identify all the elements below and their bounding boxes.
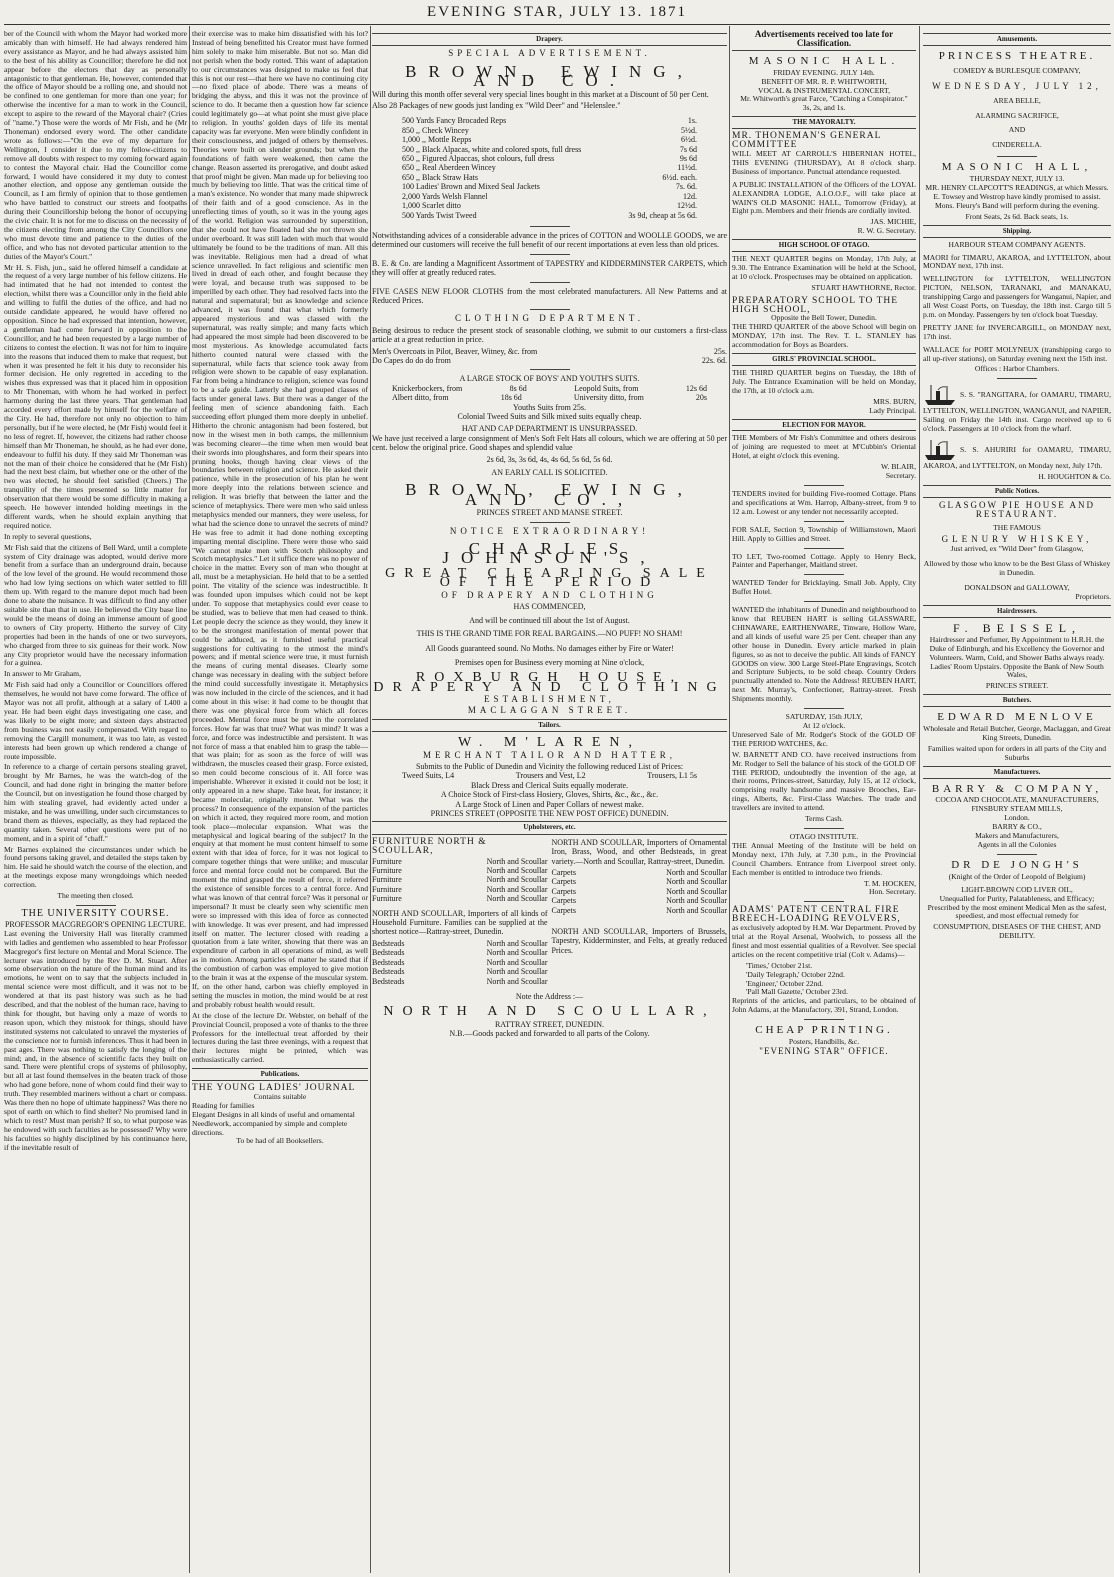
signature: Secretary. (885, 471, 916, 481)
ad-text: WANTED Tender for Bricklaying. Small Job. Apply, City Buffet Hotel. (732, 578, 916, 597)
divider (530, 309, 570, 310)
column-rule (919, 26, 920, 1573)
ad-text: Posters, Handbills, &c. (788, 1037, 860, 1047)
ad-title: GREAT CLEARING SALE OF THE PERIOD (385, 565, 714, 591)
section-header: ELECTION FOR MAYOR. (732, 419, 916, 432)
ad-heading: HARBOUR STEAM COMPANY AGENTS. (948, 239, 1086, 249)
ad-text: Notwithstanding advices of a considerable advance in the prices of COTTON and WOOLLE GOODS, we are determined our customers will receive the full benefit of our recent importations at even less than old prices. (372, 230, 727, 250)
ad-title: THE YOUNG LADIES' JOURNAL (192, 1083, 356, 1094)
ad-text: All Goods guaranteed sound. No Moths. No damages either by Fire or Water! (425, 644, 674, 654)
ad-text: Colonial Tweed Suits and Silk mixed suits equally cheap. (457, 412, 642, 421)
ad-heading: PRINCES STREET. (985, 681, 1049, 691)
ad-address: RATTRAY STREET, DUNEDIN. (494, 1019, 605, 1029)
column-rule (729, 26, 730, 1573)
ad-heading: DONALDSON and GALLOWAY, (964, 583, 1070, 593)
ad-text: 2s 6d, 3s, 3s 6d, 4s, 4s 6d, 5s 6d, 5s 6d. (486, 454, 613, 464)
ad-title: F. BEISSEL, (952, 620, 1082, 635)
divider (804, 1019, 844, 1020)
ad-text: B. E. & Co. are landing a Magnificent Assortment of TAPESTRY and KIDDERMINSTER CARPETS, which they will offer at greatly reduced rates. (372, 258, 727, 278)
signature: T. M. HOCKEN, (864, 878, 916, 888)
ad-title-roxburgh: ROXBURGH HOUSE, DRAPERY AND CLOTHING (373, 670, 726, 695)
ad-text: FINSBURY STEAM MILLS, (971, 804, 1063, 814)
ad-text (923, 383, 1111, 434)
column-4 (732, 30, 916, 1575)
ad-text: WANTED the inhabitants of Dunedin and neighbourhood to know that REUBEN HART is selling GLASSWARE, CHINAWARE, EARTHENWARE, Tinware, Hollow Ware, and all kinds of useful ware 25 per Cent. cheaper than any other house in Dunedin. Every article marked in plain figures, so as not to deceive the public. All kinds of FANCY GOODS on view. 300 Large Steel-Plate Engravings, Scotch and Scripture Subjects, to be sold cheap. Country Orders punctually attended to. Note the Address! REUBEN HART, next Mr. Murray's, Confectioner, Rattray-street. Fresh Shipments monthly. (732, 605, 916, 704)
column-1 (4, 30, 187, 1575)
ad-text: Allowed by those who know to be the Best Glass of Whiskey in Dunedin. (923, 559, 1111, 578)
price-row: 500 Yards Twist Tweed 3s 9d, cheap at 5s 6d. (402, 210, 697, 220)
signature: W. BLAIR, (881, 462, 916, 472)
paragraph: Mr Barnes explained the circumstances under which he found persons taking gravel, and detailed the steps taken by him. He said he should watch the course of the election, and at the meetings expose many wrongdoings which needed correction. (4, 844, 187, 890)
ad-address: MACLAGGAN STREET. (467, 705, 632, 716)
section-header: GIRLS' PROVINCIAL SCHOOL. (732, 353, 916, 366)
ad-text: 3s, 2s, and 1s. (802, 103, 846, 113)
column-rule (370, 26, 371, 1573)
ad-heading: A LARGE STOCK OF BOYS' AND YOUTH'S SUITS. (459, 374, 640, 384)
ad-text: To be had of all Booksellers. (236, 1136, 324, 1146)
ad-title: MASONIC HALL. (748, 54, 900, 67)
column-2 (192, 30, 368, 1575)
ad-heading: SPECIAL ADVERTISEMENT. (448, 48, 651, 59)
ad-row: Furniture North and Scoullar (372, 875, 548, 885)
ad-text: THE THIRD QUARTER begins on Tuesday, the 18th of July. The Entrance Examination will be held on Monday, the 17th, at 10 o'clock a.m. (732, 368, 916, 395)
price-row: Tweed Suits, L4 Trousers and Vest, L2 Trousers, L1 5s (402, 771, 697, 781)
ad-address: PRINCES STREET AND MANSE STREET. (476, 508, 623, 518)
ad-text: WELLINGTON for LYTTELTON, WELLINGTON PICTON, NELSON, TARANAKI, and MANAKAU, transhipping Cargo and passengers for Wanganui, Napier, and all West Coast Ports, on Tuesday, the 18th inst. Cargo till 5 p.m. on Monday. Passengers by ten o'clock boat Tuesday. (923, 274, 1111, 319)
column-3 (372, 30, 727, 1575)
ad-text: Black Dress and Clerical Suits equally moderate. (470, 780, 629, 790)
ad-block (372, 838, 548, 986)
ad-text: TENDERS invited for building Five-roomed Cottage. Plans and specifications at Wm. Harrop, Albany-street, from 9 to 12 a.m. Lowest or any tender not necessarily accepted. (732, 488, 916, 516)
ad-title-north-scoullar: NORTH AND SCOULLAR, (383, 1004, 716, 1020)
ad-text: Makers and Manufacturers, (975, 831, 1059, 841)
ad-text: Offices : Harbor Chambers. (974, 364, 1060, 374)
ad-title: GLASGOW PIE HOUSE AND RESTAURANT. (938, 499, 1096, 519)
ad-text: 'Pall Mall Gazette,' October 23rd. (746, 987, 848, 997)
ad-row: Carpets North and Scoullar (551, 896, 727, 906)
ad-text: Reprints of the articles, and particulars, to be obtained of John Adams, at the Manufactory, 391, Strand, London. (732, 996, 916, 1015)
ad-heading: NOTICE EXTRAORDINARY! (449, 525, 650, 536)
ad-text: CINDERELLA. (992, 140, 1042, 150)
divider (530, 282, 570, 283)
ad-text: Unequalled for Purity, Palatableness, and Efficacy; Prescribed by the most eminent Medical Men as the safest, speediest, and most effectual remedy for (927, 893, 1107, 921)
section-header-manufacturers: Manufacturers. (923, 766, 1111, 779)
ad-row: Bedsteads North and Scoullar (372, 948, 548, 958)
section-header-butchers: Butchers. (923, 694, 1111, 707)
signature: R. W. G. Secretary. (857, 226, 916, 236)
divider (530, 522, 570, 523)
ad-title: EDWARD MENLOVE (937, 711, 1097, 724)
ad-text: 'Daily Telegraph,' October 22nd. (746, 969, 845, 979)
ad-text: Unreserved Sale of Mr. Rodger's Stock of the GOLD OF THE PERIOD WATCHES, &c. (732, 729, 916, 748)
section-header-amusements: Amusements. (923, 33, 1111, 46)
ad-text: Also 28 Packages of new goods just landing ex "Wild Deer" and "Helenslee." (372, 101, 621, 111)
divider (804, 485, 844, 486)
ad-text: Wholesale and Retail Butcher, George, Maclaggan, and Great King Streets, Dunedin. (923, 724, 1111, 742)
steamship-icon (923, 438, 957, 462)
ad-text: THIS IS THE GRAND TIME FOR REAL BARGAINS.—NO PUFF! NO SHAM! (416, 628, 683, 638)
ad-title-brown-ewing: BROWN, EWING, AND CO., (405, 480, 694, 509)
price-row: 650 ,, Figured Alpaccas, shot colours, full dress 9s 6d (402, 154, 697, 164)
ad-title: BARRY & COMPANY, (931, 782, 1103, 795)
paragraph: In reply to several questions, (4, 531, 92, 541)
ad-text: 'Times,' October 21st. (746, 960, 813, 970)
section-header-late-ads: Advertisements received too late for Classification. (732, 30, 916, 51)
divider (804, 574, 844, 575)
paragraph: ber of the Council with whom the Mayor had worked more amicably than with himself. He had always rendered him every assistance as Mayor, and he had always assisted him to the best of his ability as Councillor; therefore he did not appear before the electors that day as personally antagonistic to that gentleman. He, however, contended that the office of Mayor should be a rolling one, and should not be confined to one gentleman for more than one year; for otherwise the incentive for a man to work in the Council, except to aspire to the reward of the Mayoral chair? (Cries of "name.") Those were the words of Mr Fish, and he (Mr Thoneman) endorsed every word. The other candidate wrote as follows:—"On the eve of my departure for Wellington, I consider it due to my fellow-citizens to remove all doubts with respect to my coming forward again to contest the Mayoral chair. Had the Councillor come forward, I would have considered it my duty to contest another election, and oppose any gentleman outside the Council, as I am firmly of opinion that to those gentlemen who have battled to construct our streets and footpaths during their Councillorship belong the honor of occupying the civic chair. It is not for me to discuss on the necessity of the citizens electing from among the City Councillors one who must devote time and patience to the duties of the office, and who has not devoted particular attention to the duties of the Mayor's Court." (4, 30, 187, 261)
ad-text: as exclusively adopted by H.M. War Department. Proved by trial at the Royal Arsenal, Woolwich, to possess all the finest and most essential qualities of a Revolver. See special articles on the recent competitive trial (Colt v. Adams)— (732, 923, 916, 959)
ad-text: HAS COMMENCED, (513, 602, 586, 612)
ad-text: COCOA AND CHOCOLATE, MANUFACTURERS, (935, 795, 1099, 805)
ad-heading: HAT AND CAP DEPARTMENT IS UNSURPASSED. (461, 424, 638, 434)
section-header-tailors: Tailors. (372, 719, 727, 732)
ad-heading: LIGHT-BROWN COD LIVER OIL, (961, 884, 1073, 894)
ad-text: N.B.—Goods packed and forwarded to all parts of the Colony. (449, 1029, 650, 1039)
price-row: 650 ,, Black Straw Hats 6½d. each. (402, 172, 697, 182)
price-row: 1,000 ,, Mottle Repps 6½d. (402, 135, 697, 145)
divider (530, 254, 570, 255)
ad-text: AREA BELLE, (993, 95, 1041, 105)
price-row: Knickerbockers, from 8s 6d Leopold Suits, from 12s 6d (392, 383, 707, 393)
divider (997, 854, 1037, 855)
ad-row: Furniture North and Scoullar (372, 866, 548, 876)
ad-text: Front Seats, 2s 6d. Back seats, 1s. (965, 211, 1069, 221)
ad-text: S. S. "RANGITARA, for OAMARU, TIMARU, LYTTELTON, WELLINGTON, WANGANUI, and NAPIER, Sailing on Friday the 14th inst. Cargo received up to 6 o'clock. Passengers at 10 o'clock from the wharf. (923, 390, 1111, 434)
price-row: 100 Ladies' Brown and Mixed Seal Jackets 7s. 6d. (402, 182, 697, 192)
signature: MRS. BURN, (873, 396, 916, 406)
signature: Lady Principal. (869, 405, 916, 415)
section-header: HIGH SCHOOL OF OTAGO. (732, 239, 916, 252)
section-header-shipping: Shipping. (923, 225, 1111, 238)
paragraph: In reference to a charge of certain persons stealing gravel, brought by Mr Barnes, he was the watch-dog of the Council, and had done right in bringing the matter before the Council, but on investigation he found those charged by him with stealing gravel, had evidently acted under a mistake, and he was unwilling, under such circumstances to brand them as thieves, especially, as they had replaced the quantity taken. Several other questions were put of no moment, and in a spirit of "chaff." (4, 762, 187, 843)
ad-text: THE Annual Meeting of the Institute will be held on Monday next, 17th July, at 7.30 p.m., in the Provincial Council Chambers. Entrance from Liverpool street only. Each member is entitled to introduce two friends. (732, 840, 916, 877)
steamship-icon (923, 383, 957, 407)
ad-text: Elegant Designs in all kinds of useful and ornamental Needlework, accompanied by simple and complete directions. (192, 1109, 355, 1137)
masthead: EVENING STAR, JULY 13. 1871 (427, 4, 687, 20)
ad-heading: CONSUMPTION, DISEASES OF THE CHEST, AND DEBILITY. (933, 922, 1101, 941)
ad-row: Bedsteads North and Scoullar (372, 957, 548, 967)
ad-text: FIVE CASES NEW FLOOR CLOTHS from the most celebrated manufacturers. All New Patterns and at Reduced Prices. (372, 286, 727, 305)
ad-title: PRINCESS THEATRE. (938, 49, 1096, 62)
ad-row: Carpets North and Scoullar (551, 905, 727, 915)
ad-heading: MERCHANT TAILOR AND HATTER, (423, 749, 676, 760)
ad-text: Opposite the Bell Tower, Dunedin. (771, 313, 877, 323)
ad-text: Hairdresser and Perfumer, By Appointment to H.R.H. the Duke of Edinburgh, and his Excellency the Governor and Volunteers. Warm, Cold, and Shower Baths always ready. Ladies' Room Upstairs. Opposite the Bank of New South Wales, (929, 634, 1105, 680)
ad-text: AND (1008, 125, 1026, 135)
signature: H. HOUGHTON & Co. (1038, 472, 1111, 481)
ad-row: Furniture North and Scoullar (372, 884, 548, 894)
signature: JAS. MICHIE, (870, 217, 916, 227)
divider (76, 905, 116, 906)
column-5 (923, 30, 1111, 1575)
paragraph: Mr Fish said had only a Councillor or Councillors offered themselves, he would not have come forward. The office of Mayor was not all profit, although at a salary of L400 a year. He had been eight days investigating one case, and was likely to be eight more; and sixteen days abstracted from business was not easily compensated. With regard to removing the Cargill monument, it was too late, as vested interests had been grown up which rendered a change of route impossible. (4, 680, 187, 761)
ad-text: VOCAL & INSTRUMENTAL CONCERT, (758, 85, 890, 95)
ad-text: Terms Cash. (805, 814, 843, 824)
article-body: their exercise was to make him dissatisfied with his lot? Instead of being benefitted his Creator must have formed him solely to make him miserable. But not so. Man did not perish when the body rotted. This want of adaptation to our circumstances was designed to make us feel that this is not our rest—that here we have no continuing city—no fixed place of abode. There was a means of bridging the abyss, and this it was not the province of science to do. It became then a question how far science could legitimately go—at what point she must give place to religion. In youths' golden days of life its mental capacity was far everyone. Men were blindly confident in their consciousness, and judged of others by themselves. Theories were built on slender grounds; but when the foundations of faith were weakened, then came the change. Reason asserted its prerogative, and doubt asked that proof might be given. Man made up for believing too much by believing too little. That was the critical time of a man's existence. No wonder that many made shipwreck of their faith and of a good conscience. As in the unreflecting times of youth, so it was in the young ages of the world. Religion was surrounded by superstition, that she could not have floated had she not thrown she under overboard. It was still laden with much that would ultimately be found to be the traditions of man. All this was inevitable. Religious men had a dread of what science unravelled. In fact religious and scientific men lived in dread of each other, and fought because they were loyal, and because truth was supposed to be imperilled by each other. They had resolved facts into the natural and supernatural; but as knowledge and science advanced, it was found that what which formerly appeared mysterious and was classed with the supernatural, was really simple; and many facts which had appeared the most simple had been discovered to be most mysterious. As knowledge accumulated facts hitherto counted natural were classed with the supernatural, while facts that science took away from religion were shown to be capable of easy explanation. Far from being a hindrance to religion, science was found to be a safe guide. Latterly she had grouped classes of facts under general laws. But there was a danger of the feeling men of science abandoning faith. Each succeeding effort plunged them more deeply in unbelief. Hitherto the chronic antagonism had been fostered, but now in the wisest men in both camps, the millennium was becoming clearer—the time when men would beat their swords into ploughshares, and form their spears into pruning hooks, though having clear views of the boundaries between religion and science. He asked their patience, while in the prosecution of his plan he went more deeply into the relations between science and religion. It was briefly that between the latter and the science of metaphysics. There were men who said unless metaphysics mended our manners, they were useless, for what had the science done to unravel the secrets of mind? He was free to admit it had done nothing excepting imparting mental discipline. There were those who said "We cannot make men with Scotch philosophy and Scotch metaphysics." Let it suffice there was no power of choice in the matter. Every son of man who thought at all, must be a metaphysician. He held that to be a settled point. The vitality of the science was indestructible. It was founded upon impulses which could not be kept under. To suppose that metaphysics could ever cease to be studied, was to believe that men had ceased to think. Let people decry the science as they would, they knew it to be the strongest manifestation of mental power that could be adduced, as it furnished useful practical suggestions for cultivating to the utmost the mind's powers; and if mental science were true, it must furnish the means of curing mental diseases. Clearly some change was necessary in dealing with the subject before the mind could successfully investigate it. Metaphysics was now included in the circle of the sciences, and it had come about in this wise: it had come to be thought that there was one physical force from which all forces proceeded. Mental force must be put in the correlated forces. How far was that true? What was mind? It was a force, and force was indestructible and persistent. It was not force of mass a that enabled him to grasp the table—that was plain; for as soon as the force of will was withdrawn, the muscles ceased their grasp. Force existed, so men could become conscious of it. All force was imperishable. Wherever it existed it could not be lost; it only appeared in a new shape. Take heat, for instance; it became molecular, originally motor. What was the process? In consequence of the expansion of the particles on which it acted, they required more room, and motion took place—molecular expansion. What was the metaphysical and logical bearing of the subject? In the enquiry at that moment he must content himself to some extent with that idea of force, for it was not logical to compare together things that were unlike; and muscular force and mental force could not be compared. But the moment the mind grasped the result of force, it referred the existence of sensible forces to a central force. And what was known of that central force? Was it personal or impersonal? It must be clearly seen why scientific men were so impressed with this idea of force as connected with knowledge. It was ever present, and had impressed itself on matter. The lecturer closed with reading a quotation from a late writer, showing that there was an expenditure of carbon in all operations of mind, as well as in motion. Among particles of matter he stated that if the combustion of carbon was employed to give motion to the brain it was at the expense of the muscular system. If, on the other hand, carbon was chiefly employed in setting the muscles in motion, the mind would be at rest and probably robust health would result. (192, 30, 368, 1009)
ad-text: Will during this month offer several very special lines bought in this market at a Discount of 50 per Cent. (372, 89, 709, 99)
paragraph: Mr Fish said that the citizens of Bell Ward, until a complete system of City drainage was adopted, would derive more benefit from a surface than an underground drain, because of the low level of the ground. He would recommend those who had low lying sections on which water settled to fill them up. With regard to the manure depot much had been done to abate the nuisance. It was difficult to find any other suitable site than that in use. He believed the City base line would be the means of doing an immense amount of good to owners of City property. Hitherto the survey of City properties had been in the hands of one or two surveyors, who charged from three to six guineas for their work. Now any City proprietor would have the necessary information for a guinea. (4, 542, 187, 668)
ad-text: Just arrived, ex "Wild Deer" from Glasgow, (950, 544, 1084, 554)
ad-heading: CLOTHING DEPARTMENT. (455, 313, 644, 324)
ad-text: NORTH AND SCOULLAR, Importers of Ornamental Iron, Brass, Wood, and other Bedsteads, in great variety.—North and Scoullar, Rattray-street, Dunedin. (551, 837, 727, 866)
ad-heading: OTAGO INSTITUTE. (789, 831, 859, 841)
ad-text: Families waited upon for orders in all parts of the City and Suburbs (927, 743, 1107, 762)
divider (997, 378, 1037, 379)
divider (530, 226, 570, 227)
ad-heading: SATURDAY, 15th JULY, (785, 712, 863, 722)
divider (804, 548, 844, 549)
signature: STUART HAWTHORNE, Rector. (811, 282, 916, 292)
ad-text: WEDNESDAY, JULY 12, (932, 80, 1102, 91)
ad-text: NORTH AND SCOULLAR, Importers of all kinds of Household Furniture. Families can be supplied at the shortest notice—Rattray-street, Dunedin. (372, 908, 548, 937)
ad-text: THE FAMOUS (993, 522, 1041, 532)
ad-title: GLENURY WHISKEY, (941, 533, 1093, 544)
ad-block (552, 838, 728, 986)
ad-title-brown-ewing: BROWN, EWING, AND CO. (405, 61, 694, 91)
ad-text: ALARMING SACRIFICE, (975, 110, 1059, 120)
section-header: THE MAYORALTY. (732, 116, 916, 129)
ad-text: NORTH AND SCOULLAR, Importers of Brussels, Tapestry, Kidderminster, and Felts, at greatly reduced Prices. (551, 927, 727, 955)
section-header-drapery: Drapery. (372, 33, 727, 46)
ad-text: BENEFIT OF MR. R. P. WHITWORTH, (761, 76, 887, 86)
price-row: Albert ditto, from 18s 6d University ditto, from 20s (392, 393, 707, 403)
ad-row: Furniture North and Scoullar (372, 894, 548, 904)
ad-address: PRINCES STREET (OPPOSITE THE NEW POST OFFICE) DUNEDIN. (430, 809, 669, 818)
price-list (402, 116, 697, 219)
ad-grid-north-scoullar (372, 838, 727, 986)
ad-text: And will be continued till about the 1st of August. (469, 615, 630, 625)
price-row: 500 Yards Fancy Brocaded Reps 1s. (402, 116, 697, 126)
divider (804, 708, 844, 709)
ad-text: BARRY & CO., (992, 822, 1042, 832)
ad-text: WALLACE for PORT MOLYNEUX (transhipping cargo to all up-river stations), on Saturday evening next the 15th inst. (923, 344, 1111, 363)
ad-text: FOR SALE, Section 9, Township of Williamstown, Maori Hill. Apply to Gillies and Street. (732, 524, 916, 543)
ad-text: MR. HENRY CLAPCOTT'S READINGS, at which Messrs. E. Towsey and Westrop have kindly promised to assist. Mons. Fleury's Band will perform during the evening. (925, 183, 1109, 210)
ad-title: ADAMS' PATENT CENTRAL FIRE BREECH-LOADING REVOLVERS, (732, 905, 901, 925)
ad-text: (Knight of the Order of Leopold of Belgium) (948, 871, 1086, 881)
divider (804, 601, 844, 602)
price-row: Men's Overcoats in Pilot, Beaver, Witney, &c. from 25s. (372, 346, 727, 356)
divider (804, 901, 844, 902)
ad-heading: THURSDAY NEXT, JULY 13. (969, 174, 1065, 184)
ad-title: DR DE JONGH'S (951, 858, 1083, 871)
ad-text: THE THIRD QUARTER of the above School will begin on MONDAY, 17th inst. The Rev. T. L. STANLEY has accommodation for Boys as Boarders. (732, 322, 916, 350)
ad-title: MASONIC HALL, (941, 161, 1093, 174)
ad-text: Youths Suits from 25s. (513, 402, 586, 412)
ad-text: London. (1004, 813, 1030, 823)
ad-row: Carpets North and Scoullar (551, 877, 727, 887)
ad-heading: AN EARLY CALL IS SOLICITED. (491, 468, 608, 478)
ad-text: TO LET, Two-roomed Cottage. Apply to Henry Beck, Painter and Paperhanger, Maitland street. (732, 551, 916, 570)
top-rule (4, 24, 1110, 25)
price-row: 650 ,, Real Aberdeen Wincey 11½d. (402, 163, 697, 173)
ad-text: PRETTY JANE for INVERCARGILL, on MONDAY next, 17th inst. (923, 322, 1111, 341)
price-row: 500 ,, Black Alpacas, white and colored spots, full dress 7s 6d (402, 144, 697, 154)
divider (530, 369, 570, 370)
ad-heading: OF DRAPERY AND CLOTHING (441, 589, 658, 600)
ad-row: Bedsteads North and Scoullar (372, 976, 548, 986)
section-header-hairdressers: Hairdressers. (923, 605, 1111, 618)
paragraph: Mr H. S. Fish, jun., said he offered himself a candidate at the request of a very large number of his fellow citizens. He had intimated that he had not intended to contest the election, whilst there was a Councillor only in the field able and willing to fulfil the duties of the office, and had no outside candidate appeared, he would have offered no opposition. Since he had expressed that intention, however, a gentleman had come forward in opposition to the Councillor, and he had been requested by a large number of citizens to contest the election. It was not for him to inquire into the reasons that induced them to make that request, but when it was presented he felt it his duty to reconsider his former decision. He only regretted in acceding to the wishes thus expressed was that it placed him in opposition to Mr Thoneman, with whom he had worked in perfect harmony during the last three years. That gentleman had accorded every effort made by himself for the welfare of the City. He had, therefore not only no objection to him personally, but if he were elected, he (Mr Fish) would feel it no less of regret. If, however, the citizens had rather choose himself than Mr Thoneman, he should, as he had ever done, endeavour to fulfil his duty. If they said Mr Thoneman was not the man of their choice he considered that he (Mr Fish) had the next best claim, but whether one or the other of the two was elected, he should feel satisfied (Cheers.) The tranquility of the times presented so little matter for observation that there would be some difficulty in making a speech. He however intended holding meetings in the different wards, when he should explain anything that required notice. (4, 262, 187, 530)
ad-text: A Choice Stock of First-class Hosiery, Gloves, Shirts, &c., &c., &c. (440, 790, 659, 800)
ad-text: MAORI for TIMARU, AKAROA, and LYTTELTON, about MONDAY next, 17th inst. (923, 252, 1111, 271)
column-rule (189, 26, 190, 1573)
article-heading: THE UNIVERSITY COURSE. (21, 908, 170, 919)
divider (804, 828, 844, 829)
ad-text: W. BARNETT AND CO. have received instructions from Mr. Rodger to Sell the balance of his stock of the GOLD OF THE PERIOD, undoubtedly the invention of the age, at their rooms, Princes-street, Saturday, July 15, at 12 o'clock, comprising really handsome and massive Brooches, Ear-rings, Alberts, &c. First-Class Watches. The trade and travellers are invited to attend. (732, 749, 916, 813)
ad-row: Bedsteads North and Scoullar (372, 938, 548, 948)
ad-text: Being desirous to reduce the present stock of seasonable clothing, we submit to our customers a first-class article at a great reduction in price. (372, 325, 727, 345)
ad-text: Mr. Whitworth's great Farce, "Catching a Conspirator." (740, 94, 908, 104)
signature: Hon. Secretary. (869, 887, 916, 897)
divider (997, 156, 1037, 157)
ad-title: FURNITURE NORTH & SCOULLAR, (372, 836, 487, 857)
ad-text: THE NEXT QUARTER begins on Monday, 17th July, at 9.30. The Entrance Examination will be held at the School, at 10 o'clock. Prospectuses may be obtained on application. (732, 254, 916, 281)
ad-title: MR. THONEMAN'S GENERAL COMMITTEE (732, 131, 882, 151)
ad-text: 'Engineer,' October 22nd. (746, 978, 824, 988)
ad-title-mclaren: W. M'LAREN, (457, 735, 642, 751)
ad-text: FRIDAY EVENING. JULY 14th. (773, 67, 875, 77)
ad-text: At 12 o'clock. (802, 721, 846, 730)
ad-text: Note the Address :— (515, 991, 584, 1001)
ad-text: Contains suitable (253, 1091, 307, 1101)
ad-text: S. S. AHURIRI for OAMARU, TIMARU, AKAROA, and LYTTELTON, on Monday next, July 17th. (923, 444, 1111, 471)
ad-title: "EVENING STAR" OFFICE. (759, 1046, 889, 1056)
ad-heading: ESTABLISHMENT, (484, 693, 615, 704)
price-row: 2,000 Yards Welsh Flannel 12d. (402, 191, 697, 201)
ad-text: A PUBLIC INSTALLATION of the Officers of the LOYAL ALEXANDRA LODGE, A.I.O.O.F., will take place at WAIN'S OLD MASONIC HALL, Tomorrow (Friday), at Eight p.m. Members and their friends are cordially invited. (732, 179, 916, 216)
paragraph: In answer to Mr Graham, (4, 669, 81, 679)
paragraph: At the close of the lecture Dr. Webster, on behalf of the Provincial Council, proposed a vote of thanks to the three Professors for the intellectual treat afforded by their lectures during the last three evenings, with a request that their lectures might be printed, which was enthusiastically carried. (192, 1010, 368, 1065)
ad-text: COMEDY & BURLESQUE COMPANY, (953, 65, 1081, 75)
ad-text: THE Members of Mr Fish's Committee and others desirous of joining are requested to meet at M'Cubbin's Oriental Hotel, at eight o'clock this evening. (732, 433, 916, 461)
article-subheading: PROFESSOR MACGREGOR'S OPENING LECTURE. (4, 919, 187, 929)
paragraph: The meeting then closed. (57, 891, 134, 901)
ad-title-charles-johnson: CHARLES JOHNSON'S, (442, 539, 657, 568)
section-header-upholsterers: Upholsterers, etc. (372, 821, 727, 834)
section-header-publications: Publications. (192, 1068, 368, 1081)
ad-row: Carpets North and Scoullar (551, 886, 727, 896)
price-row: 850 ,, Check Wincey 5½d. (402, 125, 697, 135)
ad-text: A Large Stock of Linen and Paper Collars of newest make. (455, 799, 644, 809)
price-row: Do Capes do do do from 22s. 6d. (372, 355, 727, 365)
ad-text: Submits to the Public of Dunedin and Vicinity the following reduced List of Prices: (415, 761, 684, 771)
ad-text: Agents in all the Colonies (977, 840, 1057, 849)
ad-text (923, 438, 1111, 471)
ad-title: PREPARATORY SCHOOL TO THE HIGH SCHOOL, (732, 295, 899, 315)
ad-text: Premises open for Business every morning at Nine o'clock, (454, 657, 645, 667)
section-header-public-notices: Public Notices. (923, 485, 1111, 498)
article-body: Last evening the University Hall was literally crammed with ladies and gentlemen who assembled to hear Professor Macgregor's first lecture on Mental and Moral Science. The lecturer was introduced by the Rev D. M. Stuart. After some observation on the nature of the human mind and its emotions, he went on to say that the subjects included in mental science were most difficult, and it was not to be wondered at that its past history was such as he had described, and that the noblest of the human race, having to think for thought, but having only a maze of words to reason upon, which they mistook for things, should have instituted systems not calculated to unravel the mysteries of the conscience nor to furnish inferences. Thus it had been in past ages. There was nothing to satisfy the longing of the mind; and, in the absence of scientific facts they built on sand. There were plentiful crops of systems of philosophy, but all at last found themselves in the beaten track of those who had gone before, none of whom could find their way to truth. They resembled mariners without a chart or compass. Was there then no hope of ultimate happiness? Was there no spot of earth on which to find shelter? No promised land in which to rest? Must man perish? If so, to what purpose was he endowed with such faculties as he possessed? Why were his faculties so highly disciplined by his continuance here, if the inevitable result of (4, 928, 187, 1152)
ad-text: Reading for families (192, 1100, 255, 1110)
ad-row: Carpets North and Scoullar (551, 868, 727, 878)
ad-text: We have just received a large consignment of Men's Soft Felt Hats all colours, which we are offering at 50 per cent. below the original price. Good shapes and splendid value (372, 433, 727, 453)
ad-text: Proprietors. (1075, 592, 1111, 602)
ad-row: Furniture North and Scoullar (372, 856, 548, 866)
price-row: 1,000 Scarlet ditto 12½d. (402, 201, 697, 211)
ad-row: Bedsteads North and Scoullar (372, 967, 548, 977)
divider (804, 521, 844, 522)
ad-title: CHEAP PRINTING. (755, 1024, 893, 1037)
ad-text: WILL MEET AT CARROLL'S HIBERNIAN HOTEL, THIS EVENING (THURSDAY), At 8 o'clock sharp. Business of importance. Punctual attendance requested. (732, 148, 916, 176)
